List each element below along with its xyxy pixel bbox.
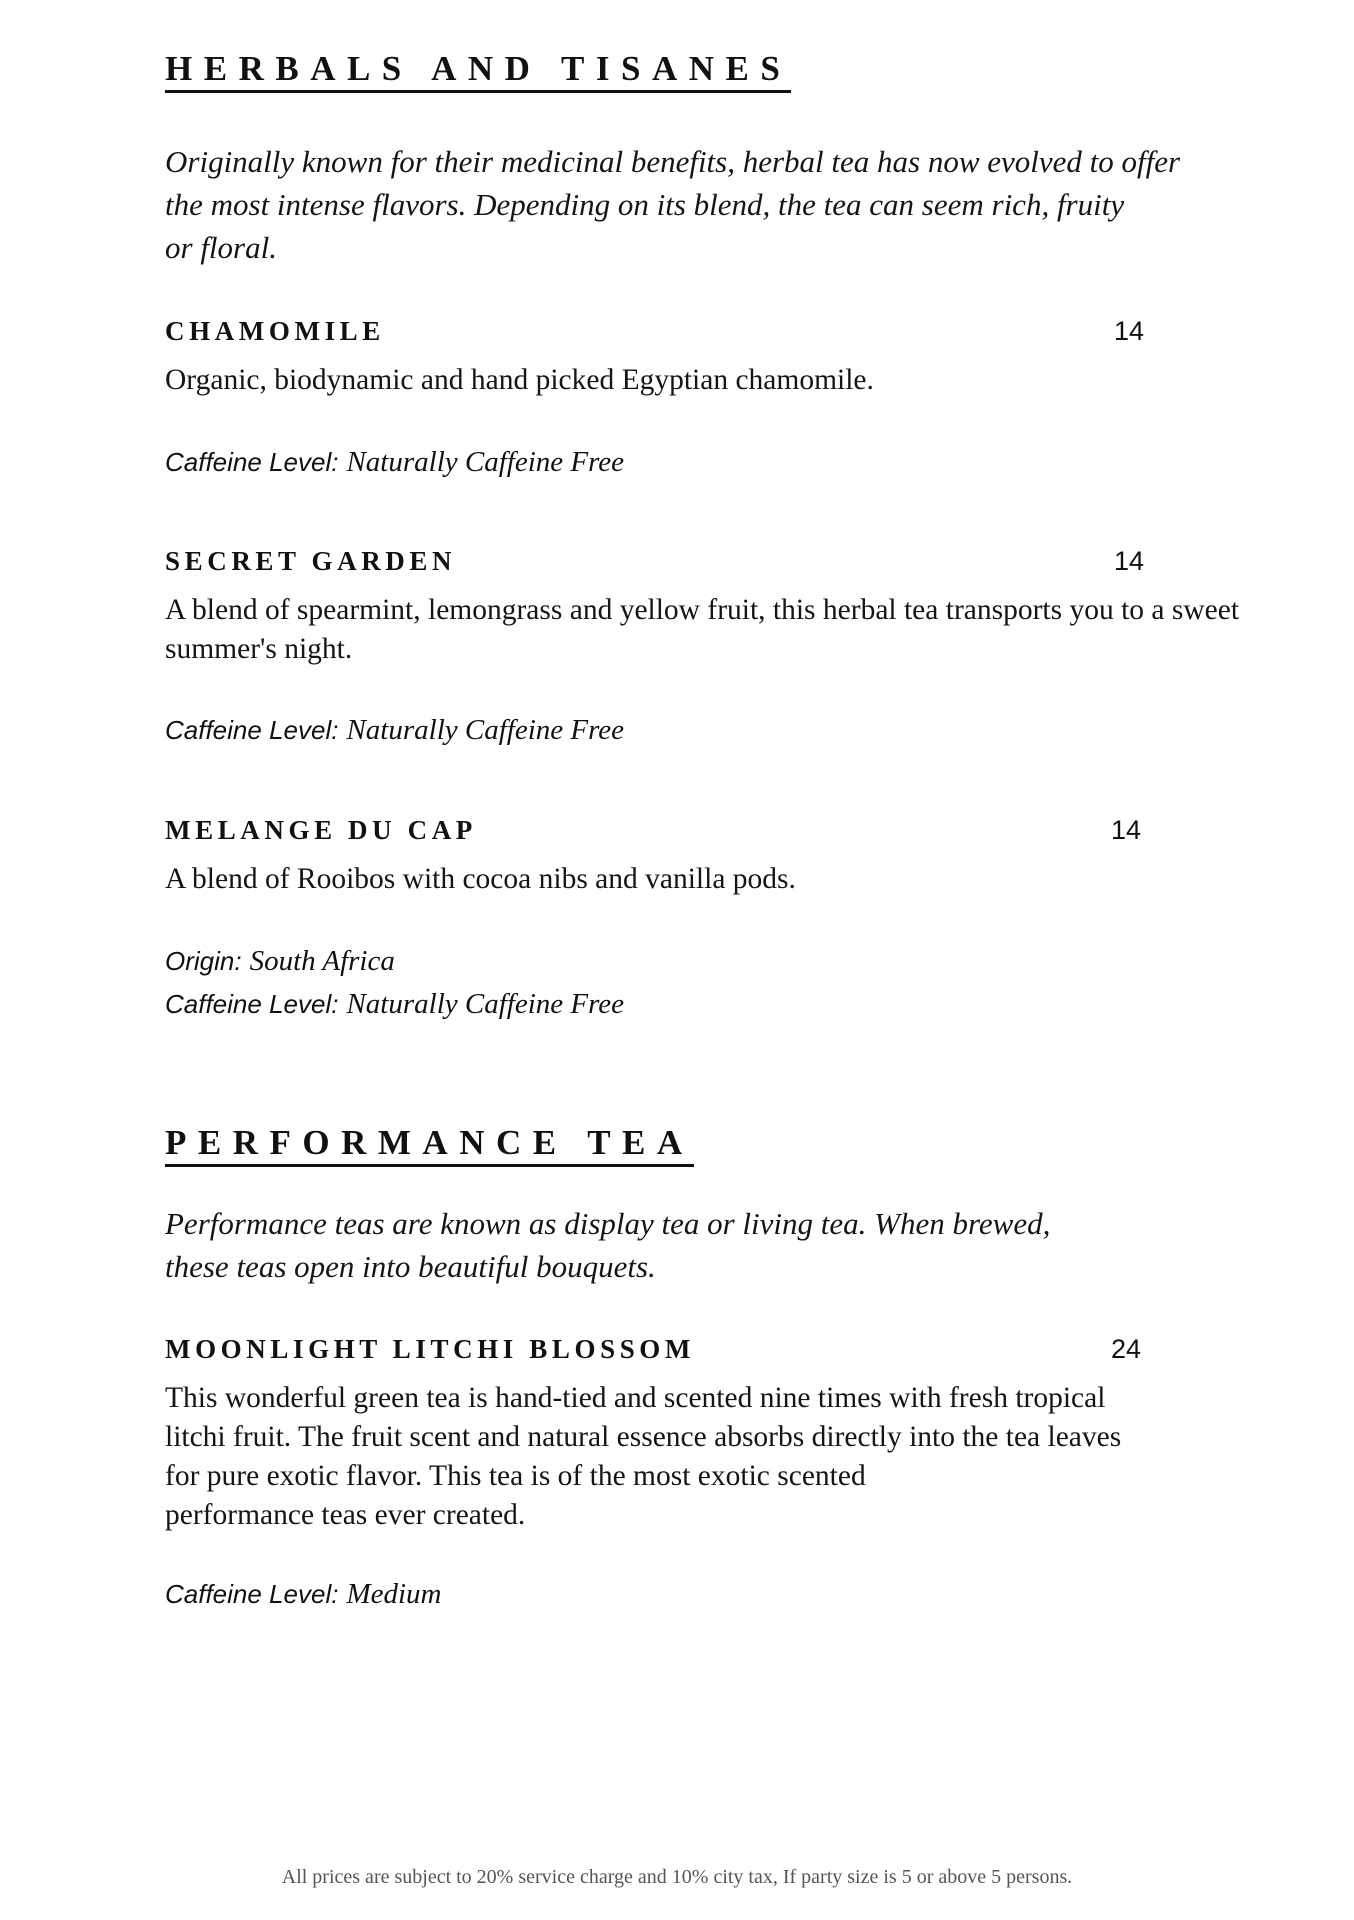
caffeine-level-melange-du-cap <box>165 985 624 1028</box>
menu-item-name-melange-du-cap: MELANGE DU CAP <box>165 815 477 845</box>
origin-label: Origin: <box>165 946 242 976</box>
description-line: This wonderful green tea is hand-tied and scented nine times with fresh tropical <box>165 1382 1106 1414</box>
caffeine-value: Naturally Caffeine Free <box>346 988 625 1020</box>
menu-item-price-chamomile: 14 <box>1114 316 1145 346</box>
caffeine-level-chamomile <box>165 443 624 486</box>
caffeine-label: Caffeine Level: <box>165 715 339 745</box>
menu-item-description-melange-du-cap: A blend of Rooibos with cocoa nibs and vanilla pods. <box>165 863 796 895</box>
herbals-intro <box>165 140 1180 269</box>
description-line: for pure exotic flavor. This tea is of the most exotic scented <box>165 1460 866 1492</box>
section-title-performance: PERFORMANCE TEA <box>165 1123 694 1167</box>
menu-item-description-secret-garden: A blend of spearmint, lemongrass and yellow fruit, this herbal tea transports you to a sweet summer's night. <box>165 594 1240 665</box>
caffeine-level-moonlight-litchi-blossom <box>165 1575 441 1618</box>
description-line: litchi fruit. The fruit scent and natural essence absorbs directly into the tea leaves <box>165 1421 1122 1453</box>
caffeine-value: Naturally Caffeine Free <box>346 714 625 746</box>
caffeine-value: Naturally Caffeine Free <box>346 446 625 478</box>
menu-item-name-chamomile: CHAMOMILE <box>165 316 385 346</box>
herbals-intro-line: the most intense flavors. Depending on its blend, the tea can seem rich, fruity <box>165 187 1125 222</box>
performance-intro-line: Performance teas are known as display tea or living tea. When brewed, <box>165 1206 1051 1241</box>
menu-item-price-secret-garden: 14 <box>1114 546 1145 576</box>
section-title-herbals: HERBALS AND TISANES <box>165 49 791 93</box>
menu-item-price-moonlight-litchi-blossom: 24 <box>1111 1334 1142 1364</box>
caffeine-label: Caffeine Level: <box>165 447 339 477</box>
herbals-intro-line: or floral. <box>165 230 277 265</box>
caffeine-label: Caffeine Level: <box>165 989 339 1019</box>
menu-item-name-secret-garden: SECRET GARDEN <box>165 546 457 576</box>
menu-item-name-moonlight-litchi-blossom: MOONLIGHT LITCHI BLOSSOM <box>165 1334 695 1364</box>
herbals-intro-line: Originally known for their medicinal benefits, herbal tea has now evolved to offer <box>165 144 1181 179</box>
menu-item-description-chamomile: Organic, biodynamic and hand picked Egyptian chamomile. <box>165 364 874 396</box>
caffeine-level-secret-garden <box>165 711 624 754</box>
origin-value: South Africa <box>249 945 395 977</box>
caffeine-label: Caffeine Level: <box>165 1579 339 1609</box>
performance-intro-line: these teas open into beautiful bouquets. <box>165 1249 656 1284</box>
origin-melange-du-cap <box>165 942 395 985</box>
description-line: performance teas ever created. <box>165 1499 526 1531</box>
footer-note: All prices are subject to 20% service charge and 10% city tax, If party size is 5 or above 5 persons. <box>281 1866 1073 1888</box>
performance-intro <box>165 1202 1050 1288</box>
menu-item-description-moonlight-litchi-blossom <box>165 1379 1245 1535</box>
menu-item-price-melange-du-cap: 14 <box>1111 815 1142 845</box>
caffeine-value: Medium <box>346 1578 442 1610</box>
